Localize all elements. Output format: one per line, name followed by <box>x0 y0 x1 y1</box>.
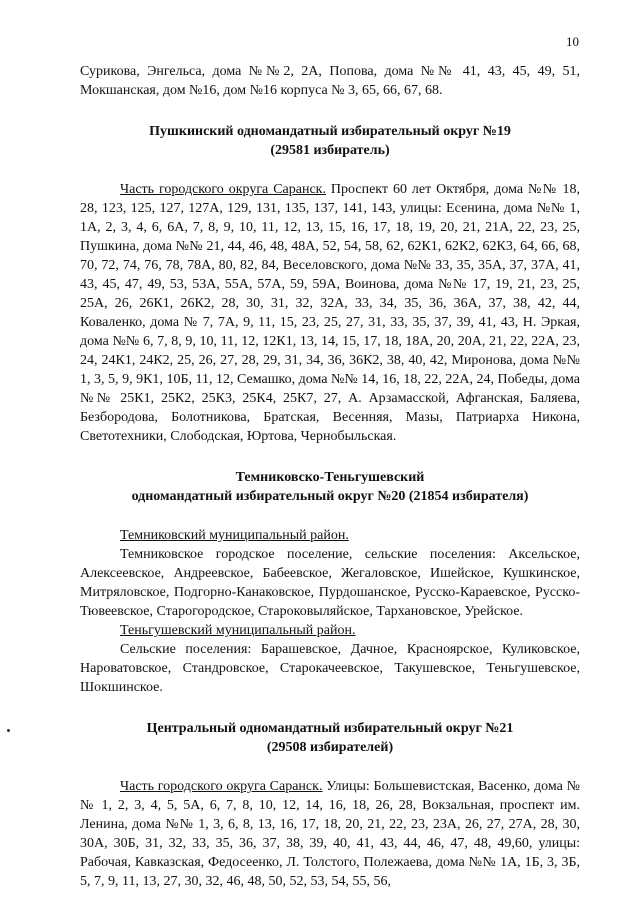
page-number: 10 <box>566 34 579 49</box>
margin-dot <box>7 729 10 732</box>
district-19-paragraph <box>80 180 580 446</box>
district-20-title: Темниковско-Теньгушевский <box>235 470 425 485</box>
district-19-text: Проспект 60 лет Октября, дома №№ 18, 28, 123, 125, 127, 127А, 129, 131, 135, 137, 141, 143, улицы: Есенина, дома №№ 1, 1А, 2, 3, 4, 6, 6А, 7, 8, 9, 10, 11, 12, 13, 15, 16, 17, 18, 19, 20, 21, 21А, 22, 23, 25, Пушкина, дома №№ 21, 44, 46, 48, 48А, 52, 54, 58, 62, 62К1, 62К2, 62К3, 64, 66, 68, 70, 72, 74, 76, 78, 78А, 80, 82, 84, Веселовского, дома №№ 33, 35, 35А, 37, 37А, 41, 43, 45, 47, 49, 53, 53А, 55А, 57А, 59, 59А, Воинова, дома №№ 17, 19, 21, 23, 25, 25А, 26, 26К1, 26К2, 28, 30, 31, 32, 32А, 33, 34, 35, 36, 36А, 37, 38, 42, 44, Коваленко, дома № 7, 7А, 9, 11, 15, 23, 25, 27, 31, 33, 35, 37, 39, 41, 43, Н. Эркая, дома №№ 6, 7, 8, 9, 10, 11, 12, 12К1, 13, 14, 15, 17, 18, 18А, 20, 20А, 21, 22, 22А, 23, 24, 24К1, 24К2, 25, 26, 27, 28, 29, 31, 34, 36, 36К2, 38, 40, 42, Миронова, дома №№ 1, 3, 5, 9, 9К1, 10Б, 11, 12, Семашко, дома №№ 14, 16, 18, 22, 22А, 24, Победы, дома №№ 25К1, 25К2, 25К3, 25К4, 25К7, 27, А. Арзамасской, Афганская, Баляева, Безбородова, Болотникова, Братская, Весенняя, Мазы, Патриарха Никона, Светотехники, Слободская, Юртова, Чернобыльская. <box>80 182 580 444</box>
document-body <box>80 62 580 891</box>
district-19-subtitle: (29581 избиратель) <box>270 143 390 158</box>
district-21-subtitle: (29508 избирателей) <box>266 740 394 755</box>
district-20-rayon-2-label: Теньгушевский муниципальный район. <box>120 623 356 638</box>
intro-paragraph: Сурикова, Энгельса, дома №№2, 2А, Попова, дома №№ 41, 43, 45, 49, 51, Мокшанская, дом №16, дом №16 корпуса № 3, 65, 66, 67, 68. <box>80 64 580 98</box>
district-19-part-label: Часть городского округа Саранск. <box>120 182 326 197</box>
district-21-text: Улицы: Большевистская, Васенко, дома №№ 1, 2, 3, 4, 5, 5А, 6, 7, 8, 10, 12, 14, 16, 18, 26, 28, Вокзальная, проспект им. Ленина, дома №№ 1, 3, 6, 8, 13, 16, 17, 18, 20, 21, 22, 23, 23А, 26, 27, 27А, 28, 30, 30А, 30Б, 31, 32, 33, 35, 36, 37, 38, 39, 40, 41, 43, 44, 46, 47, 48, 49,60, улицы: Рабочая, Кавказская, Федосеенко, Л. Толстого, Полежаева, дома №№ 1А, 1Б, 3, 3Б, 5, 7, 9, 11, 13, 27, 30, 32, 46, 48, 50, 52, 53, 54, 55, 56, <box>80 779 580 889</box>
district-20-rayon-1-text: Темниковское городское поселение, сельские поселения: Аксельское, Алексеевское, Андреевское, Бабеевское, Жегаловское, Ишейское, Кушкинское, Митряловское, Подгорно-Канаковское, Пурдошанское, Русско-Караевское, Русско-Тювеевское, Старогородское, Староковыляйское, Тархановское, Урейское. <box>80 547 580 619</box>
district-21-paragraph <box>80 777 580 891</box>
district-20-rayon-1-label: Темниковский муниципальный район. <box>120 528 349 543</box>
district-19-title: Пушкинский одномандатный избирательный округ №19 <box>149 124 511 139</box>
district-21-title: Центральный одномандатный избирательный округ №21 <box>146 721 514 736</box>
district-20-rayon-2-text: Сельские поселения: Барашевское, Дачное, Красноярское, Куликовское, Нароватовское, Стандровское, Старокачеевское, Такушевское, Теньгушевское, Шокшинское. <box>80 642 580 695</box>
district-21-part-label: Часть городского округа Саранск. <box>120 779 323 794</box>
district-20-subtitle: одномандатный избирательный округ №20 (21854 избирателя) <box>131 489 529 504</box>
